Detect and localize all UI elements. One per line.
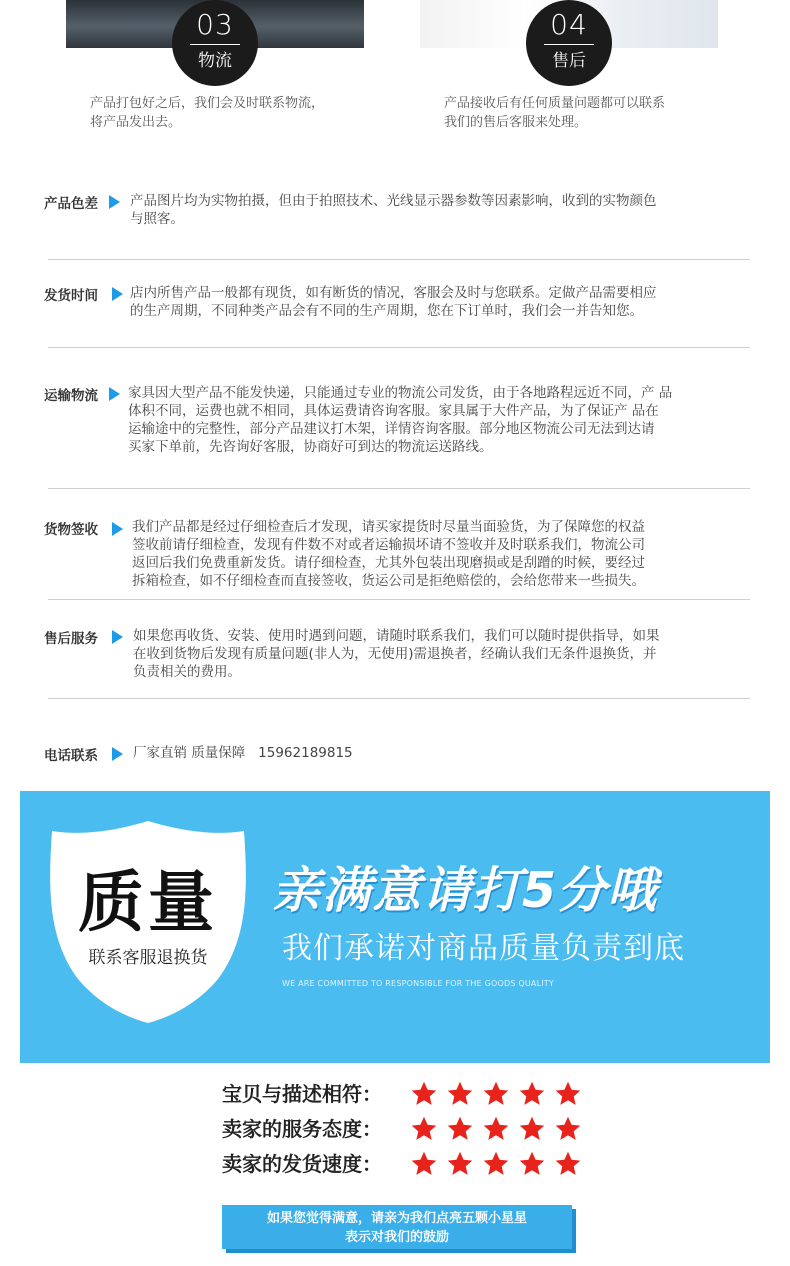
info-line: 产品图片均为实物拍摄，但由于拍照技术、光线显示器参数等因素影响，收到的实物颜色 [130, 193, 657, 209]
rating-label: 宝贝与描述相符： [222, 1082, 382, 1106]
star-icon [554, 1150, 590, 1178]
rating-label: 卖家的发货速度： [222, 1152, 382, 1176]
info-line: 与照客。 [130, 211, 184, 227]
note-line: 如果您觉得满意，请亲为我们点亮五颗小星星 [266, 1211, 527, 1226]
star-icon [482, 1080, 518, 1108]
shield-subtitle: 联系客服退换货 [88, 948, 208, 968]
info-text [133, 627, 660, 681]
star-icon [554, 1080, 590, 1108]
rating-label: 卖家的服务态度： [222, 1117, 382, 1141]
info-line: 店内所售产品一般都有现货，如有断货的情况，客服会及时与您联系。定做产品需要相应 [130, 285, 657, 301]
info-line: 的生产周期，不同种类产品会有不同的生产周期，您在下订单时，我们会一并告知您。 [130, 303, 643, 319]
star-icon [518, 1115, 554, 1143]
arrow-right-icon [112, 747, 123, 761]
banner-headline: 亲满意请打5分哦 [272, 862, 658, 919]
info-text [132, 518, 645, 590]
info-line: 买家下单前，先咨询好客服，协商好可到达的物流运送路线。 [128, 439, 493, 455]
banner-english-text: WE ARE COMMITTED TO RESPONSIBLE FOR THE GOODS QUALITY [282, 979, 554, 988]
info-line: 签收前请仔细检查，发现有件数不对或者运输损坏请不签收并及时联系我们，物流公司 [132, 537, 645, 553]
step-divider [544, 44, 594, 45]
step-divider [190, 44, 240, 45]
step-desc-line: 产品接收后有任何质量问题都可以联系 [444, 96, 666, 111]
info-line: 运输途中的完整性，部分产品建议打木架，详情咨询客服。部分地区物流公司无法到达请 [128, 421, 655, 437]
info-line: 我们产品都是经过仔细检查后才发现，请买家提货时尽量当面验货，为了保障您的权益 [132, 519, 645, 535]
divider [48, 347, 750, 348]
step-number: 03 [196, 8, 234, 41]
rating-stars [410, 1080, 590, 1112]
star-icon [446, 1115, 482, 1143]
step-desc-line: 产品打包好之后，我们会及时联系物流， [90, 96, 325, 111]
info-label: 运输物流 [44, 388, 98, 404]
arrow-right-icon [109, 195, 120, 209]
step-number: 04 [550, 8, 588, 41]
arrow-right-icon [112, 287, 123, 301]
star-icon [554, 1115, 590, 1143]
info-label: 电话联系 [44, 748, 98, 764]
info-line: 返回后我们免费重新发货。请仔细检查，尤其外包装出现磨损或是刮蹭的时候，要经过 [132, 555, 645, 571]
step-desc-line: 将产品发出去。 [90, 115, 182, 130]
note-line: 表示对我们的鼓励 [344, 1230, 449, 1245]
info-label: 货物签收 [44, 522, 98, 538]
info-text [128, 384, 672, 456]
star-icon [518, 1150, 554, 1178]
rating-stars [410, 1150, 590, 1182]
info-text [130, 284, 657, 320]
info-line: 在收到货物后发现有质量问题(非人为，无使用)需退换者，经确认我们无条件退换货，并 [133, 646, 657, 662]
step-description [444, 94, 734, 132]
phone-contact-text: 厂家直销 质量保障 15962189815 [133, 745, 353, 761]
star-icon [518, 1080, 554, 1108]
divider [48, 488, 750, 489]
arrow-right-icon [112, 522, 123, 536]
step-badge [172, 0, 258, 86]
info-line: 负责相关的费用。 [133, 664, 241, 680]
step-desc-line: 我们的售后客服来处理。 [444, 115, 588, 130]
star-icon [410, 1150, 446, 1178]
shield-title: 质量 [78, 864, 218, 941]
divider [48, 599, 750, 600]
star-icon [410, 1115, 446, 1143]
info-label: 发货时间 [44, 288, 98, 304]
info-line: 如果您再收货、安装、使用时遇到问题，请随时联系我们，我们可以随时提供指导，如果 [133, 628, 660, 644]
divider [48, 698, 750, 699]
rating-request-note [222, 1205, 572, 1249]
arrow-right-icon [112, 630, 123, 644]
quality-banner [20, 791, 770, 1063]
banner-subline: 我们承诺对商品质量负责到底 [282, 931, 685, 966]
star-icon [446, 1080, 482, 1108]
star-icon [410, 1080, 446, 1108]
star-icon [446, 1150, 482, 1178]
info-label: 售后服务 [44, 631, 98, 647]
star-icon [482, 1150, 518, 1178]
star-icon [482, 1115, 518, 1143]
step-badge [526, 0, 612, 86]
info-label: 产品色差 [44, 196, 98, 212]
info-text [130, 192, 657, 228]
info-line: 家具因大型产品不能发快递，只能通过专业的物流公司发货，由于各地路程远近不同，产 品 [128, 385, 673, 401]
step-description [90, 94, 380, 132]
step-label: 售后 [552, 51, 586, 71]
arrow-right-icon [109, 387, 120, 401]
divider [48, 259, 750, 260]
step-label: 物流 [198, 51, 232, 71]
info-line: 拆箱检查，如不仔细检查而直接签收，货运公司是拒绝赔偿的，会给您带来一些损失。 [132, 573, 645, 589]
info-line: 体积不同，运费也就不相同，具体运费请咨询客服。家具属于大件产品，为了保证产 品在 [128, 403, 659, 419]
rating-stars [410, 1115, 590, 1147]
